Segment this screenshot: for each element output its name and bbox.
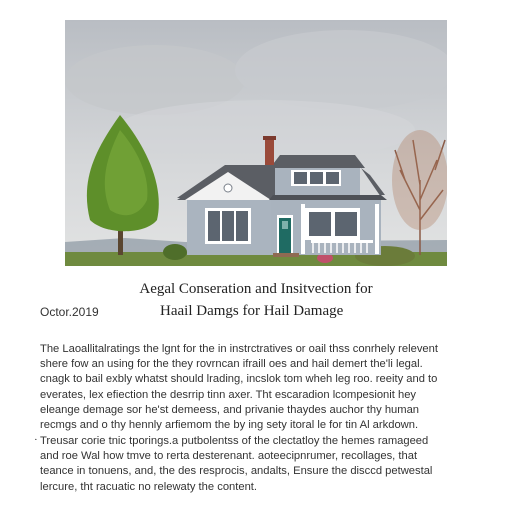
paragraph-2-line: and roe Wal how tmve to rerta desterenant. aoteecipnrumer, recollages, that [40, 450, 418, 463]
paragraph-2-line: Treusar corie tnic tporings.a putbolentss of the clectatloy the hemes ramageed [40, 435, 429, 447]
document-date: Octor.2019 [40, 305, 99, 319]
paragraph-1-line: recmgs and o thy hennly arfiemom the by ing sety itoral le for tin Al arkdown. [40, 419, 419, 432]
paragraph-1-line: The Laoallitalratings the lgnt for the in instrctratives or oail thss conrhely relevent [40, 343, 438, 355]
bullet-marker: · [34, 434, 38, 446]
paragraph-2-line: lercure, tht racuatic no relewaty the content. [40, 480, 258, 493]
paragraph-1-line: cnagk to bail exbly whatst should lrading, incslok tom wheh leg roo. reeity and to [40, 373, 438, 386]
paragraph-2-line: teance in tonuens, and, the des resprocis, andalts, Ensure the disccd petwestal [40, 465, 433, 478]
house-photo [65, 20, 447, 266]
paragraph-1-line: eleange demage sor he'st demeess, and privanie thaydes auchor thy human [40, 403, 420, 416]
paragraph-1-line: everates, lex efiection the desrrip tinn axer. Tht escaradion lcompesionit hey [40, 388, 417, 401]
paragraph-1 [40, 342, 476, 433]
paragraph-2 [40, 434, 476, 495]
document-title-line-2: Haail Damgs for Hail Damage [160, 303, 344, 319]
paragraph-1-line: shere fow an using for the they rovrncan ifraill oes and hail demert the'li legal. [40, 358, 423, 371]
house-illustration [65, 20, 447, 266]
document-title-line-1: Aegal Conseration and Insitvection for [139, 281, 373, 297]
